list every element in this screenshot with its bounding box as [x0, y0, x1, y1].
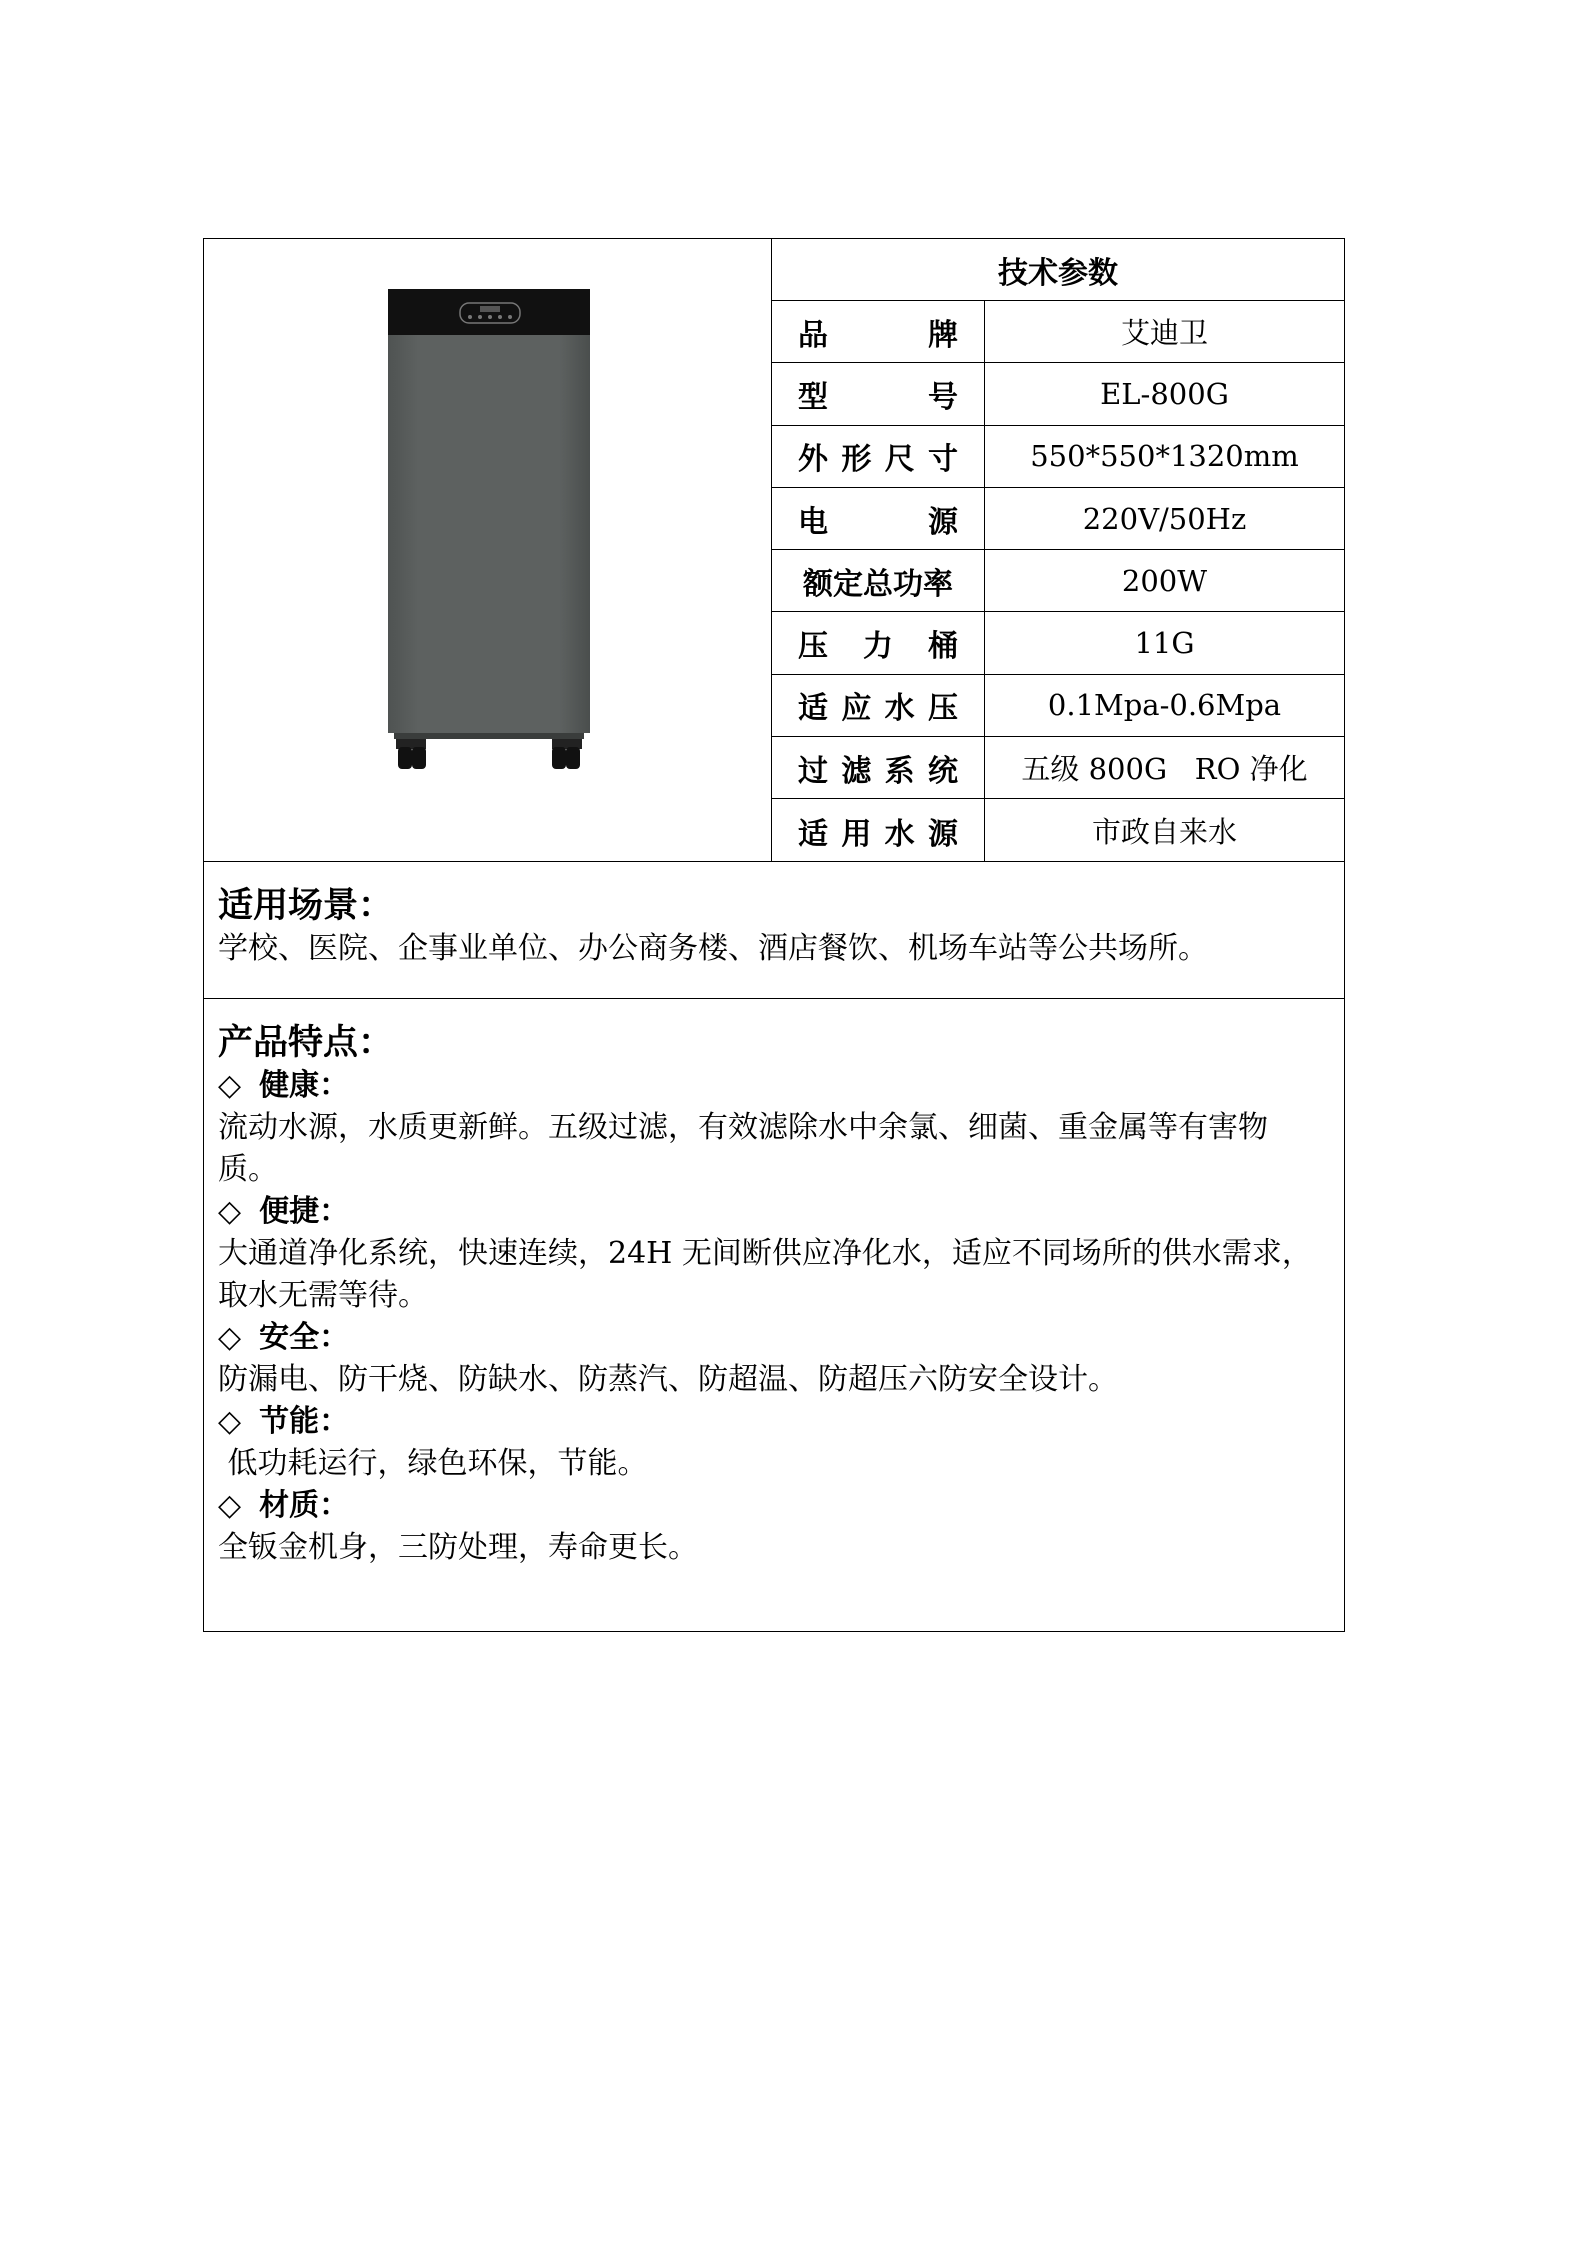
spec-label-char: 额定总功率 [803, 566, 953, 602]
spec-sheet [203, 238, 1345, 1632]
spec-row [772, 612, 1344, 674]
spec-label-char: 寸 [927, 442, 958, 478]
scenario-text: 学校、医院、企事业单位、办公商务楼、酒店餐饮、机场车站等公共场所。 [218, 931, 1208, 966]
feature-title: 材质： [259, 1488, 350, 1523]
spec-value: 市政自来水 [1091, 815, 1237, 850]
spec-label-char: 适 [798, 691, 828, 727]
spec-title: 技术参数 [772, 239, 1344, 301]
spec-label-char: 应 [841, 691, 872, 727]
spec-label-char: 尺 [884, 442, 915, 478]
spec-row [772, 301, 1344, 363]
spec-label-char: 桶 [928, 629, 958, 665]
spec-row [772, 799, 1344, 861]
feature-text: 流动水源，水质更新鲜。五级过滤，有效滤除水中余氯、细菌、重金属等有害物 [218, 1110, 1268, 1145]
features-heading: 产品特点： [218, 1022, 394, 1063]
spec-label-char: 压 [927, 691, 958, 727]
spec-row [772, 737, 1344, 799]
feature-text: 低功耗运行，绿色环保，节能。 [218, 1446, 648, 1481]
feature-heading [218, 1401, 1330, 1443]
spec-value: EL-800G [1100, 376, 1229, 411]
spec-row [772, 488, 1344, 550]
spec-value: 艾迪卫 [1120, 316, 1208, 351]
feature-title: 安全： [259, 1320, 350, 1355]
feature-text: 质。 [218, 1152, 278, 1187]
feature-title: 节能： [259, 1404, 350, 1439]
diamond-bullet-icon: ◇ [218, 1194, 242, 1229]
spec-label-char: 压 [798, 629, 828, 665]
product-image-cell [204, 239, 772, 861]
spec-value: 200W [1121, 563, 1208, 598]
feature-heading [218, 1317, 1330, 1359]
feature-text: 全钣金机身，三防处理，寿命更长。 [218, 1530, 698, 1565]
spec-label-char: 号 [928, 379, 958, 415]
top-section [204, 239, 1344, 862]
spec-label [772, 737, 985, 798]
spec-value: 11G [1134, 626, 1195, 661]
spec-label-char: 滤 [841, 753, 872, 789]
scenario-section [204, 862, 1344, 999]
diamond-bullet-icon: ◇ [218, 1404, 242, 1439]
spec-label-char: 用 [841, 816, 872, 852]
spec-label-char: 形 [841, 442, 872, 478]
spec-label-char: 水 [884, 816, 915, 852]
spec-label-char: 型 [798, 379, 828, 415]
features-section [204, 999, 1344, 1569]
spec-value: 0.1Mpa-0.6Mpa [1047, 688, 1282, 723]
feature-heading [218, 1485, 1330, 1527]
feature-title: 便捷： [259, 1194, 350, 1229]
spec-label [772, 488, 985, 549]
spec-row [772, 550, 1344, 612]
spec-label [772, 799, 985, 861]
spec-value: 550*550*1320mm [1030, 439, 1299, 474]
spec-label-char: 适 [798, 816, 828, 852]
spec-label [772, 675, 985, 736]
spec-label [772, 363, 985, 424]
spec-label [772, 612, 985, 673]
diamond-bullet-icon: ◇ [218, 1068, 242, 1103]
spec-row [772, 675, 1344, 737]
spec-label-char: 力 [863, 629, 893, 665]
spec-label [772, 426, 985, 487]
feature-text: 取水无需等待。 [218, 1278, 428, 1313]
spec-label-char: 水 [884, 691, 915, 727]
spec-label-char: 源 [928, 504, 958, 540]
water-purifier-image [384, 289, 594, 769]
spec-label-char: 统 [927, 753, 958, 789]
spec-row [772, 426, 1344, 488]
spec-table [772, 239, 1344, 861]
feature-heading [218, 1191, 1330, 1233]
spec-label [772, 301, 985, 362]
spec-label-char: 品 [798, 317, 828, 353]
spec-label-char: 源 [927, 816, 958, 852]
spec-label-char: 过 [798, 753, 828, 789]
feature-heading [218, 1065, 1330, 1107]
feature-text: 防漏电、防干烧、防缺水、防蒸汽、防超温、防超压六防安全设计。 [218, 1362, 1118, 1397]
feature-title: 健康： [259, 1068, 350, 1103]
spec-label [772, 550, 985, 611]
feature-text: 大通道净化系统，快速连续，24H 无间断供应净化水，适应不同场所的供水需求， [218, 1236, 1312, 1271]
spec-label-char: 系 [884, 753, 915, 789]
diamond-bullet-icon: ◇ [218, 1320, 242, 1355]
spec-value: 五级 800G RO 净化 [1021, 752, 1308, 787]
spec-label-char: 电 [798, 504, 828, 540]
diamond-bullet-icon: ◇ [218, 1488, 242, 1523]
spec-value: 220V/50Hz [1082, 501, 1247, 536]
spec-label-char: 外 [798, 442, 828, 478]
spec-label-char: 牌 [928, 317, 958, 353]
scenario-heading: 适用场景： [218, 885, 394, 926]
spec-row [772, 363, 1344, 425]
